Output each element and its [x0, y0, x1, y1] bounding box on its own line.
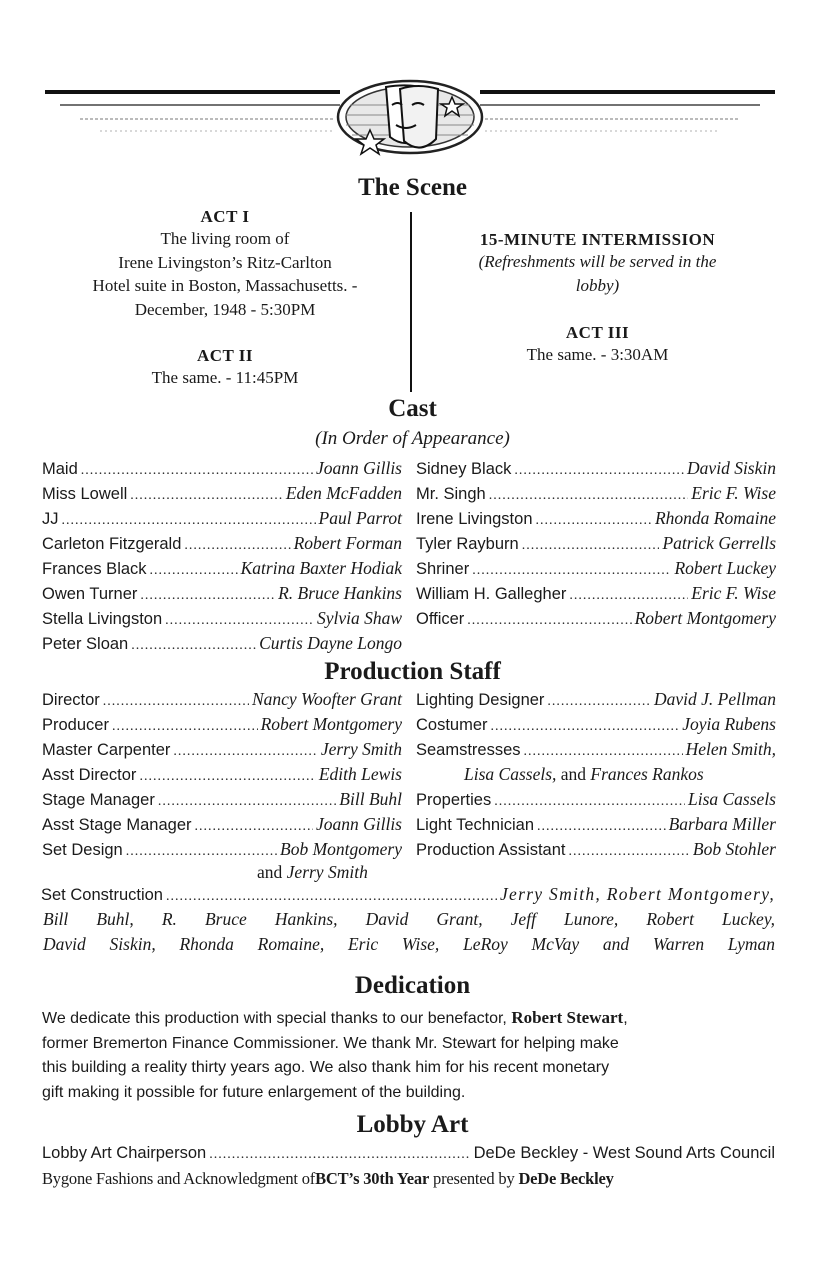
person-name: Joann Gillis [315, 814, 402, 834]
intermission-note: lobby) [575, 275, 620, 295]
staff-row [416, 839, 776, 864]
leader-dots [126, 844, 277, 860]
person-name: Jerry Smith [320, 739, 402, 759]
dedication-text [42, 1006, 777, 1105]
leader-dots [536, 513, 652, 529]
dedication-line: We dedicate this production with special thanks to our benefactor, [42, 1010, 507, 1027]
dedication-line: this building a reality thirty years ago. We also thank him for his recent monetary [42, 1059, 610, 1076]
person-name: Katrina Baxter Hodiak [240, 558, 402, 578]
staff-row [416, 689, 776, 714]
person-name: Robert Forman [293, 533, 402, 553]
role-label: Carleton Fitzgerald [42, 535, 182, 553]
role-label: Stage Manager [42, 791, 155, 809]
role-label: Stella Livingston [42, 610, 163, 628]
dedication-line: gift making it possible for future enlargement of the building. [42, 1083, 466, 1101]
staff-row [42, 814, 402, 839]
staff-row [416, 739, 776, 764]
role-label: Mr. Singh [416, 485, 486, 503]
leader-dots [547, 694, 651, 710]
role-label: Sidney Black [416, 460, 512, 478]
role-label: JJ [42, 510, 59, 528]
theater-masks-emblem [45, 81, 775, 154]
staff-row [42, 789, 402, 814]
cast-row [42, 608, 402, 633]
person-name: Robert Luckey [674, 558, 776, 578]
cast-row [416, 483, 776, 508]
role-label: Peter Sloan [42, 635, 129, 653]
cast-row [42, 558, 402, 583]
role-label: Asst Stage Manager [42, 816, 192, 834]
cast-title: Cast [388, 395, 437, 422]
person-name: Rhonda Romaine [654, 508, 776, 528]
role-label: Tyler Rayburn [416, 535, 519, 553]
person-name: Curtis Dayne Longo [259, 633, 402, 653]
header-ornament [40, 75, 780, 165]
act1-block [40, 207, 410, 321]
staff-role: Set Construction [41, 886, 163, 904]
cast-row [42, 583, 402, 608]
role-label: Director [42, 691, 100, 709]
cast-row [42, 533, 402, 558]
act1-line: The living room of [160, 229, 290, 248]
person-name: Joyia Rubens [682, 714, 776, 734]
role-label: Set Design [42, 841, 123, 859]
benefactor-name: Robert Stewart [511, 1008, 624, 1027]
person-name: Eden McFadden [285, 483, 402, 503]
person-name: Eric F. Wise [691, 483, 776, 503]
role-label: Costumer [416, 716, 488, 734]
person-name: Bob Stohler [692, 839, 776, 859]
leader-dots [112, 719, 258, 735]
person-name: David J. Pellman [654, 689, 776, 709]
lobby-chair-row [42, 1144, 775, 1169]
cast-row [416, 558, 776, 583]
act3-block [420, 323, 775, 367]
leader-dots [524, 744, 683, 760]
staff-row [416, 714, 776, 739]
cast-row [42, 483, 402, 508]
leader-dots [522, 538, 660, 554]
staff-row [416, 789, 776, 814]
leader-dots [195, 819, 313, 835]
person-name: Bob Montgomery [280, 839, 402, 859]
role-label: Producer [42, 716, 109, 734]
leader-dots [131, 638, 256, 654]
leader-dots [494, 794, 685, 810]
person-name: David Siskin [687, 458, 776, 478]
dedication-title: Dedication [354, 972, 471, 999]
cast-row [416, 458, 776, 483]
leader-dots [173, 744, 317, 760]
lobby-line [42, 1169, 614, 1189]
leader-dots [184, 538, 290, 554]
leader-dots [166, 889, 497, 905]
person-name: Lisa Cassels [687, 789, 776, 809]
lobby-text: Bygone Fashions and Acknowledgment of [42, 1169, 316, 1188]
role-label: Light Technician [416, 816, 535, 834]
person-name: Robert Montgomery [260, 714, 402, 734]
person-name: Paul Parrot [318, 508, 402, 528]
staff-row [42, 764, 402, 789]
cast-row [416, 508, 776, 533]
leader-dots [81, 463, 313, 479]
set-construction-row [41, 884, 775, 909]
set-design-continuation [257, 862, 368, 883]
act1-heading: ACT I [200, 207, 250, 226]
cast-row [42, 633, 402, 658]
role-label: Frances Black [42, 560, 147, 578]
act1-line: Hotel suite in Boston, Massachusetts. - [92, 276, 358, 295]
act2-heading: ACT II [196, 346, 254, 365]
leader-dots [491, 719, 680, 735]
act2-block [40, 346, 410, 390]
role-label: Irene Livingston [416, 510, 533, 528]
construction-line: Bill Buhl, R. Bruce Hankins, David Grant, Jeff Lunore, Robert Luckey, [43, 909, 775, 929]
dedication-comma: , [623, 1010, 628, 1027]
role-label: Master Carpenter [42, 741, 171, 759]
role-label: Lighting Designer [416, 691, 545, 709]
role-label: Properties [416, 791, 492, 809]
staff-name: Frances Rankos [590, 764, 704, 784]
and-text: and [257, 862, 283, 882]
leader-dots [103, 694, 249, 710]
cast-row [42, 508, 402, 533]
person-name: Bill Buhl [339, 789, 402, 809]
leader-dots [130, 488, 283, 504]
person-name: Joann Gillis [315, 458, 402, 478]
cast-row [416, 533, 776, 558]
act3-heading: ACT III [565, 323, 630, 342]
and-text: and [560, 764, 587, 784]
person-name: Nancy Woofter Grant [251, 689, 402, 709]
leader-dots [62, 513, 316, 529]
person-name: Edith Lewis [318, 764, 402, 784]
role-label: Production Assistant [416, 841, 566, 859]
leader-dots [165, 613, 314, 629]
staff-row [42, 714, 402, 739]
dedication-line: former Bremerton Finance Commissioner. We thank Mr. Stewart for helping make [42, 1034, 619, 1052]
leader-dots [140, 588, 275, 604]
role-label: Owen Turner [42, 585, 138, 603]
act1-line: Irene Livingston’s Ritz-Carlton [118, 252, 332, 272]
lobby-bold: BCT’s 30th Year [315, 1169, 430, 1188]
cast-row [42, 458, 402, 483]
seamstresses-continuation [464, 764, 704, 785]
lobby-role: Lobby Art Chairperson [42, 1144, 207, 1162]
act3-line: The same. - 3:30AM [526, 345, 669, 364]
lobby-bold: DeDe Beckley [518, 1169, 614, 1188]
person-name: R. Bruce Hankins [278, 583, 402, 603]
role-label: Maid [42, 460, 78, 478]
role-label: William H. Gallegher [416, 585, 567, 603]
scene-title: The Scene [357, 174, 468, 201]
leader-dots [514, 463, 684, 479]
staff-name: Jerry Smith, Robert Montgomery, [499, 884, 775, 904]
leader-dots [139, 769, 315, 785]
intermission-block [420, 230, 775, 297]
staff-title: Production Staff [324, 658, 501, 685]
staff-row [416, 814, 776, 839]
construction-line: David Siskin, Rhonda Romaine, Eric Wise, LeRoy McVay and Warren Lyman [43, 934, 775, 954]
cast-row [416, 608, 776, 633]
lobby-title: Lobby Art [356, 1111, 469, 1138]
lobby-text: presented by [433, 1169, 515, 1188]
role-label: Seamstresses [416, 741, 521, 759]
leader-dots [569, 844, 690, 860]
leader-dots [537, 819, 666, 835]
leader-dots [569, 588, 688, 604]
leader-dots [467, 613, 631, 629]
lobby-name: DeDe Beckley - West Sound Arts Council [473, 1144, 775, 1162]
staff-row [42, 739, 402, 764]
role-label: Asst Director [42, 766, 137, 784]
person-name: Barbara Miller [668, 814, 776, 834]
intermission-heading: 15-MINUTE INTERMISSION [479, 230, 716, 249]
act1-line: December, 1948 - 5:30PM [134, 299, 316, 319]
person-name: Eric F. Wise [691, 583, 776, 603]
leader-dots [209, 1147, 470, 1163]
act2-line: The same. - 11:45PM [151, 368, 299, 387]
person-name: Helen Smith, [685, 739, 776, 759]
leader-dots [472, 563, 671, 579]
role-label: Shriner [416, 560, 470, 578]
leader-dots [150, 563, 238, 579]
person-name: Robert Montgomery [634, 608, 776, 628]
staff-row [42, 689, 402, 714]
role-label: Miss Lowell [42, 485, 128, 503]
cast-row [416, 583, 776, 608]
role-label: Officer [416, 610, 465, 628]
scene-divider [410, 212, 412, 392]
staff-row [42, 839, 402, 864]
staff-name: Lisa Cassels, [464, 764, 557, 784]
intermission-note: (Refreshments will be served in the [478, 252, 717, 271]
leader-dots [158, 794, 336, 810]
staff-name: Jerry Smith [286, 862, 368, 882]
person-name: Patrick Gerrells [662, 533, 776, 553]
cast-subtitle: (In Order of Appearance) [315, 428, 510, 449]
person-name: Sylvia Shaw [316, 608, 402, 628]
leader-dots [489, 488, 689, 504]
